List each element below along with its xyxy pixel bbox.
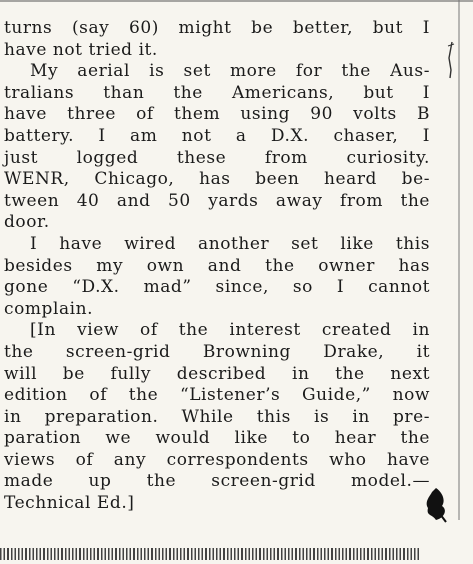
bottom-rule	[0, 548, 420, 560]
column-rule	[458, 0, 460, 520]
text-line: tralians than the Americans, but I	[4, 82, 430, 103]
text-line: door.	[4, 212, 50, 233]
top-rule	[0, 0, 473, 2]
text-line: views of any correspondents who have	[4, 449, 430, 470]
text-line: edition of the “Listener’s Guide,” now	[4, 385, 430, 406]
text-line: complain.	[4, 298, 94, 319]
text-line: My aerial is set more for the Aus-	[30, 61, 430, 82]
text-line: Technical Ed.]	[4, 493, 135, 514]
text-line: have three of them using 90 volts B	[4, 104, 430, 125]
text-line: in preparation. While this is in pre-	[4, 406, 430, 427]
text-line: made up the screen-grid model.—	[4, 471, 430, 492]
text-line: just logged these from curiosity.	[4, 147, 430, 168]
text-line: tween 40 and 50 yards away from the	[4, 190, 430, 211]
text-line: gone “D.X. mad” since, so I cannot	[4, 277, 430, 298]
text-line: turns (say 60) might be better, but I	[4, 18, 430, 38]
text-line: will be fully described in the next	[4, 363, 430, 384]
text-line: besides my own and the owner has	[4, 255, 430, 276]
text-line: paration we would like to hear the	[4, 428, 430, 449]
text-line: I have wired another set like this	[30, 233, 430, 254]
text-line: WENR, Chicago, has been heard be-	[4, 169, 430, 190]
text-line: [In view of the interest created in	[30, 320, 430, 341]
article-text	[4, 18, 430, 515]
ink-blot-icon	[422, 484, 450, 524]
text-line: the screen-grid Browning Drake, it	[4, 341, 430, 362]
pencil-mark-icon	[446, 40, 456, 80]
text-line: battery. I am not a D.X. chaser, I	[4, 125, 430, 146]
text-line: have not tried it.	[4, 39, 158, 60]
